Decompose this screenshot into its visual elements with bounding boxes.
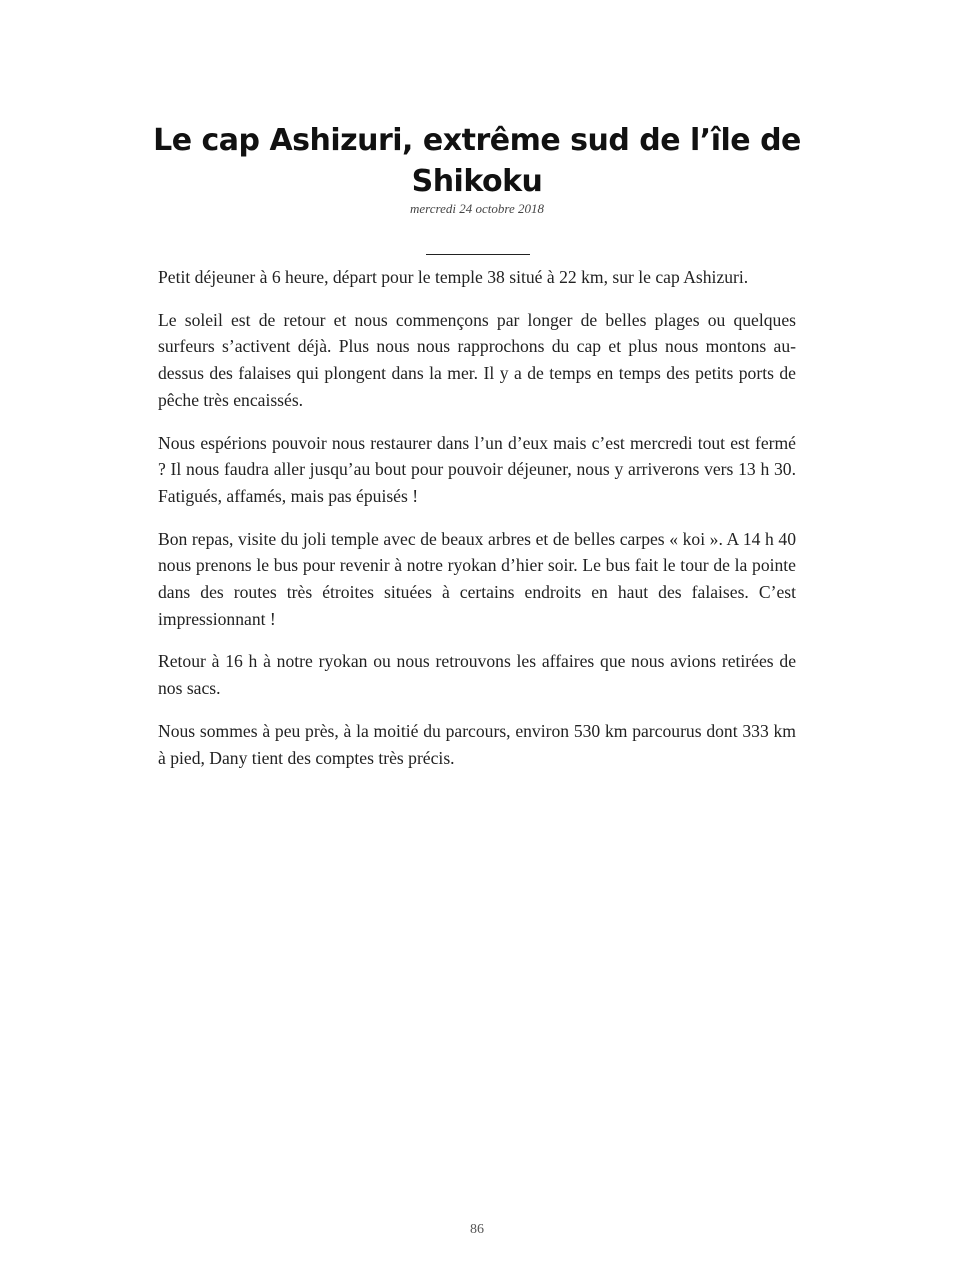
title-separator xyxy=(426,254,530,255)
article-body xyxy=(158,264,796,787)
paragraph: Petit déjeuner à 6 heure, départ pour le temple 38 situé à 22 km, sur le cap Ashizuri. xyxy=(158,267,749,287)
paragraph: Bon repas, visite du joli temple avec de beaux arbres et de belles carpes « koi ». A 14 h 40 nous prenons le bus pour revenir à notre ryokan d’hier soir. Le bus fait le tour de la pointe dans des routes très étroites situées à certains endroits en haut des falaises. C’est impressionnant ! xyxy=(158,528,796,629)
article-title: Le cap Ashizuri, extrême sud de l’île de Shikoku xyxy=(153,123,801,199)
paragraph: Nous sommes à peu près, à la moitié du parcours, environ 530 km parcourus dont 333 km à pied, Dany tient des comptes très précis. xyxy=(158,720,796,768)
paragraph: Retour à 16 h à notre ryokan ou nous retrouvons les affaires que nous avions retirées de nos sacs. xyxy=(158,651,796,699)
page-number: 86 xyxy=(470,1222,484,1237)
paragraph: Nous espérions pouvoir nous restaurer dans l’un d’eux mais c’est mercredi tout est fermé ? Il nous faudra aller jusqu’au bout pour pouvoir déjeuner, nous y arriverons vers 13 h 30. Fatigués, affamés, mais pas épuisés ! xyxy=(158,432,796,506)
paragraph: Le soleil est de retour et nous commençons par longer de belles plages ou quelques surfeurs s’activent déjà. Plus nous nous rapprochons du cap et plus nous montons au-dessus des falaises qui plongent dans la mer. Il y a de temps en temps des petits ports de pêche très encaissés. xyxy=(158,309,796,410)
article-date: mercredi 24 octobre 2018 xyxy=(410,201,544,216)
